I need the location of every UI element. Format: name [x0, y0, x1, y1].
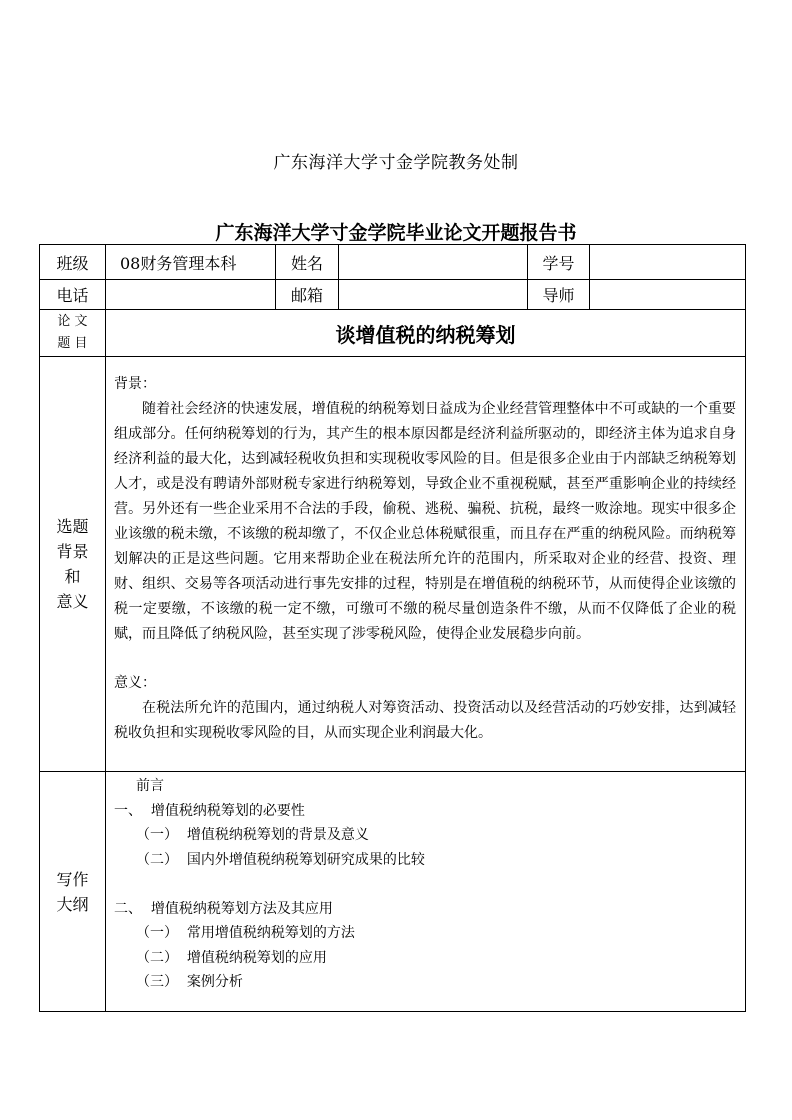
outline-section-2: 二、 增值税纳税筹划方法及其应用 — [114, 900, 333, 917]
outline-section-1-2: （二） 国内外增值税纳税筹划研究成果的比较 — [136, 851, 425, 868]
outline-section-2-2: （二） 增值税纳税筹划的应用 — [136, 949, 327, 966]
background-label-line3: 和 — [64, 567, 81, 586]
topic-label — [40, 310, 106, 357]
class-value: 08财务管理本科 — [106, 245, 276, 280]
outline-label — [40, 772, 106, 1012]
outline-section-2-1: （一） 常用增值税纳税筹划的方法 — [136, 925, 355, 941]
student-id-value — [590, 245, 746, 280]
class-label: 班级 — [40, 245, 106, 280]
email-label: 邮箱 — [276, 280, 339, 310]
name-value — [339, 245, 528, 280]
row-background — [40, 357, 746, 772]
advisor-label: 导师 — [528, 280, 590, 310]
outline-section-2-3: （三） 案例分析 — [136, 974, 243, 990]
row-outline — [40, 772, 746, 1012]
outline-preface: 前言 — [136, 778, 164, 794]
outline-section-1: 一、 增值税纳税筹划的必要性 — [114, 802, 305, 819]
phone-value — [106, 280, 276, 310]
background-heading: 背景： — [114, 376, 156, 392]
background-paragraph: 随着社会经济的快速发展，增值税的纳税筹划日益成为企业经营管理整体中不可或缺的一个重要组成部分。任何纳税筹划的行为，其产生的根本原因都是经济利益所驱动的，即经济主体为追求自身经济利益的最大化，达到减轻税收负担和实现税收零风险的目。但是很多企业由于内部缺乏纳税筹划人才，或是没有聘请外部财税专家进行纳税筹划，导致企业不重视税赋，甚至严重影响企业的持续经营。另外还有一些企业采用不合法的手段，偷税、逃税、骗税、抗税，最终一败涂地。现实中很多企业该缴的税未缴，不该缴的税却缴了，不仅企业总体税赋很重，而且存在严重的纳税风险。而纳税筹划解决的正是这些问题。它用来帮助企业在税法所允许的范围内，所采取对企业的经营、投资、理财、组织、交易等各项活动进行事先安排的过程，特别是在增值税的纳税环节，从而使得企业该缴的税一定要缴，不该缴的税一定不缴，可缴可不缴的税尽量创造条件不缴，从而不仅降低了企业的税赋，而且降低了纳税风险，甚至实现了涉零税风险，使得企业发展稳步向前。 — [114, 401, 736, 642]
email-value — [339, 280, 528, 310]
row-class — [40, 245, 746, 280]
proposal-table — [39, 244, 746, 1012]
background-label — [40, 357, 106, 772]
phone-label: 电话 — [40, 280, 106, 310]
document-title: 广东海洋大学寸金学院毕业论文开题报告书 — [215, 222, 577, 244]
thesis-topic: 谈增值税的纳税筹划 — [106, 310, 746, 357]
row-phone — [40, 280, 746, 310]
row-topic — [40, 310, 746, 357]
student-id-label: 学号 — [528, 245, 590, 280]
topic-label-line1: 论 文 — [57, 314, 88, 329]
background-content — [106, 357, 746, 772]
background-label-line4: 意义 — [56, 592, 89, 611]
topic-label-line2: 题 目 — [57, 336, 88, 351]
outline-label-line2: 大纲 — [56, 894, 89, 914]
background-label-line2: 背景 — [56, 542, 89, 561]
outline-content — [106, 772, 746, 1012]
outline-section-1-1: （一） 增值税纳税筹划的背景及意义 — [136, 827, 369, 843]
background-label-line1: 选题 — [56, 517, 89, 536]
meaning-heading: 意义： — [114, 675, 156, 691]
issuing-office: 广东海洋大学寸金学院教务处制 — [273, 153, 519, 173]
meaning-paragraph: 在税法所允许的范围内，通过纳税人对筹资活动、投资活动以及经营活动的巧妙安排，达到减轻税收负担和实现税收零风险的目，从而实现企业利润最大化。 — [114, 700, 736, 741]
outline-label-line1: 写作 — [56, 869, 89, 889]
name-label: 姓名 — [276, 245, 339, 280]
advisor-value — [590, 280, 746, 310]
